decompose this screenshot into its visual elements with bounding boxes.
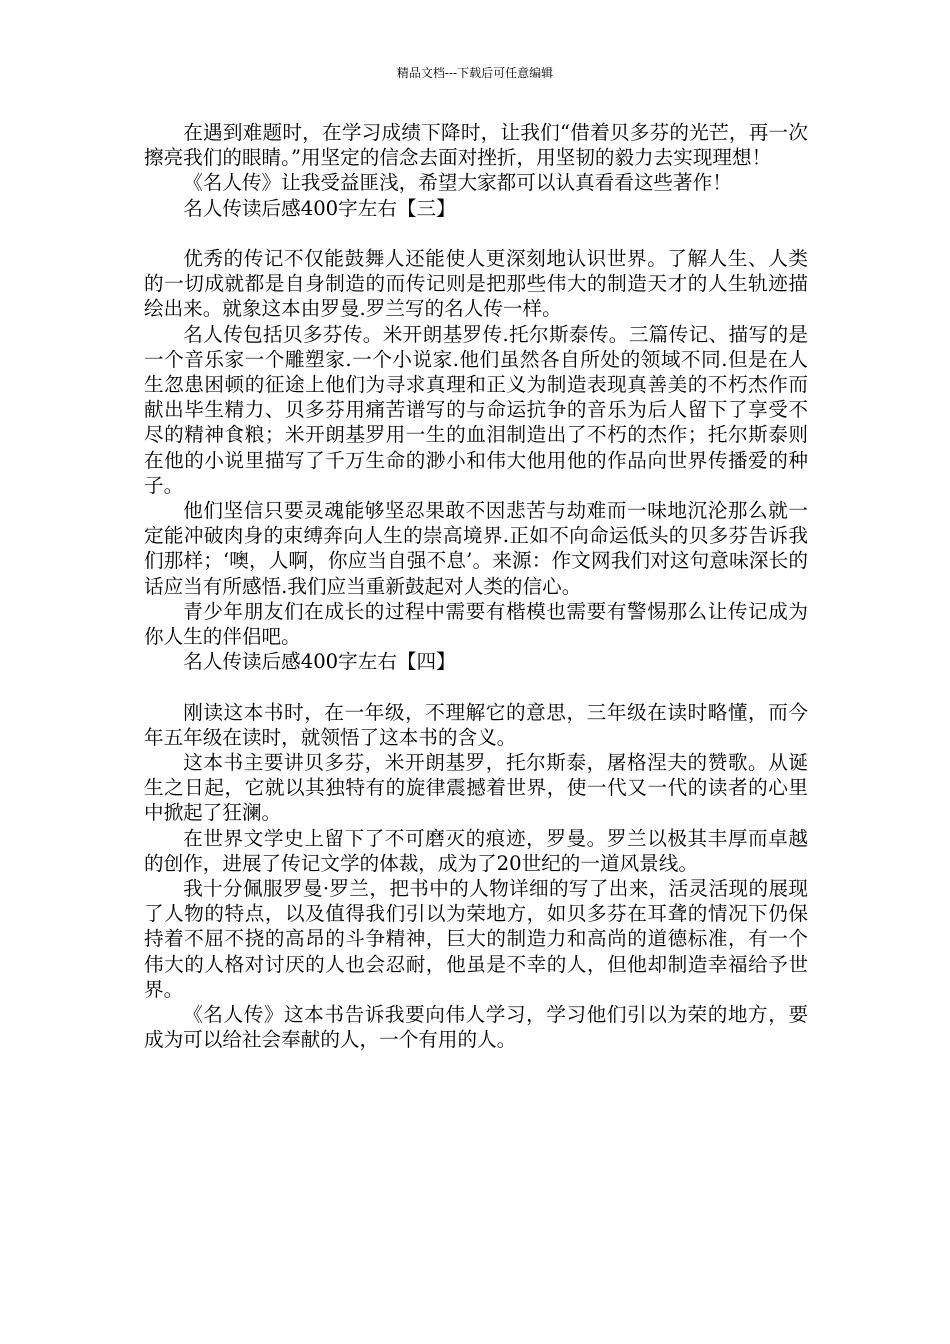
paragraph: 在遇到难题时，在学习成绩下降时，让我们“借着贝多芬的光芒，再一次擦亮我们的眼睛。”用坚定的信念去面对挫折，用坚韧的毅力去实现理想！: [144, 121, 808, 170]
document-body: [144, 120, 808, 1052]
section-heading-4: 名人传读后感400字左右【四】: [183, 650, 456, 674]
paragraph: 刚读这本书时，在一年级，不理解它的意思，三年级在读时略懂，而今年五年级在读时，就领悟了这本书的含义。: [144, 700, 808, 749]
section-heading-3: 名人传读后感400字左右【三】: [183, 196, 456, 220]
paragraph: 这本书主要讲贝多芬，米开朗基罗，托尔斯泰，屠格涅夫的赞歌。从诞生之日起，它就以其独特有的旋律震撼着世界，使一代又一代的读者的心里中掀起了狂澜。: [144, 751, 808, 825]
blank-line: [144, 221, 808, 246]
paragraph: 他们坚信只要灵魂能够坚忍果敢不因悲苦与劫难而一味地沉沦那么就一定能冲破肉身的束缚奔向人生的崇高境界.正如不向命运低头的贝多芬告诉我们那样；‘噢，人啊，你应当自强不息’。来源：作文网我们对这句意味深长的话应当有所感悟.我们应当重新鼓起对人类的信心。: [144, 499, 808, 598]
paragraph: 我十分佩服罗曼·罗兰，把书中的人物详细的写了出来，活灵活现的展现了人物的特点，以及值得我们引以为荣地方，如贝多芬在耳聋的情况下仍保持着不屈不挠的高昂的斗争精神，巨大的制造力和高尚的道德标准，有一个伟大的人格对讨厌的人也会忍耐，他虽是不幸的人，但他却制造幸福给予世界。: [144, 877, 808, 1001]
page-header: 精品文档---下载后可任意编辑: [396, 66, 554, 80]
paragraph: 《名人传》这本书告诉我要向伟人学习，学习他们引以为荣的地方，要成为可以给社会奉献的人，一个有用的人。: [144, 1003, 808, 1052]
paragraph: 青少年朋友们在成长的过程中需要有楷模也需要有警惕那么让传记成为你人生的伴侣吧。: [144, 599, 808, 649]
paragraph: 名人传包括贝多芬传。米开朗基罗传.托尔斯泰传。三篇传记、描写的是一个音乐家一个雕塑家.一个小说家.他们虽然各自所处的领域不同.但是在人生忽患困顿的征途上他们为寻求真理和正义为制造表现真善美的不朽杰作而献出毕生精力、贝多芬用痛苦谱写的与命运抗争的音乐为后人留下了享受不尽的精神食粮；米开朗基罗用一生的血泪制造出了不朽的杰作；托尔斯泰则在他的小说里描写了千万生命的渺小和伟大他用他的作品向世界传播爱的种子。: [144, 322, 808, 497]
paragraph: 《名人传》让我受益匪浅，希望大家都可以认真看看这些著作！: [183, 171, 732, 195]
blank-line: [144, 674, 808, 699]
paragraph: 优秀的传记不仅能鼓舞人还能使人更深刻地认识世界。了解人生、人类的一切成就都是自身制造的而传记则是把那些伟大的制造天才的人生轨迹描绘出来。就象这本由罗曼.罗兰写的名人传一样。: [144, 247, 808, 321]
paragraph: 在世界文学史上留下了不可磨灭的痕迹，罗曼。罗兰以极其丰厚而卓越的创作，进展了传记文学的体裁，成为了20世纪的一道风景线。: [144, 826, 808, 875]
